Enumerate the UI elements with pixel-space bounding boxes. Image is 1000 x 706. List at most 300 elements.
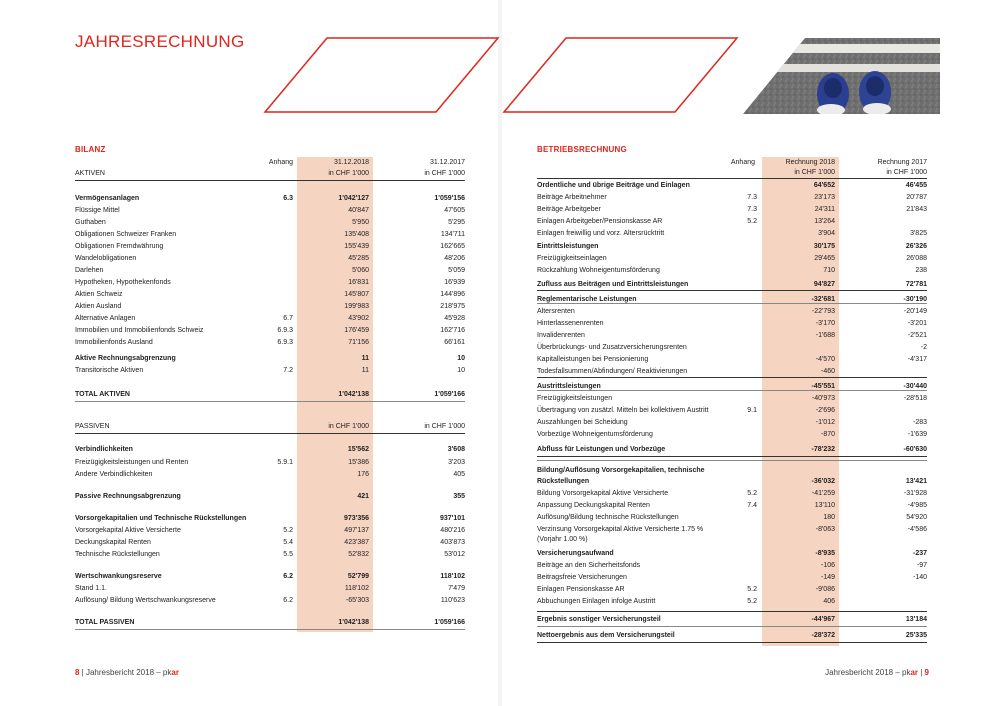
row-note: 6.2 <box>283 573 293 580</box>
row-value-2017: 46'455 <box>905 182 927 189</box>
table-row <box>75 217 490 229</box>
row-value-2017: 10 <box>457 355 465 362</box>
row-value-2018: -3'170 <box>815 320 835 327</box>
row-value-2017: -3'201 <box>907 320 927 327</box>
table-row <box>75 193 490 205</box>
row-value-2017: 13'421 <box>905 478 927 485</box>
separator-rule <box>537 377 927 378</box>
table-row <box>537 180 937 192</box>
row-label: Freizügigkeitsleistungen und Renten <box>75 459 189 466</box>
footer-right-brand: ar <box>910 668 919 677</box>
row-label: Aktive Rechnungsabgrenzung <box>75 355 176 362</box>
row-value-2018: 15'386 <box>348 459 369 466</box>
row-label: Nettoergebnis aus dem Versicherungsteil <box>537 632 675 639</box>
row-value-2017: 7'479 <box>448 585 465 592</box>
row-value-2017: 937'101 <box>439 515 465 522</box>
row-value-2018: 176'459 <box>344 327 369 334</box>
row-label: Aktien Ausland <box>75 303 122 310</box>
row-label: Rückstellungen <box>537 478 590 485</box>
table-row <box>537 584 937 596</box>
row-value-2018: 43'902 <box>348 315 369 322</box>
row-label: Beitragsfreie Versicherungen <box>537 574 627 581</box>
row-value-2018: -45'551 <box>811 383 835 390</box>
col-2017-header: 31.12.2017 <box>429 159 465 166</box>
aktiven-header-row <box>75 168 490 180</box>
table-row <box>537 614 937 626</box>
row-label: Abfluss für Leistungen und Vorbezüge <box>537 446 666 453</box>
row-value-2017: 20'787 <box>906 194 927 201</box>
row-value-2017: -2'521 <box>907 332 927 339</box>
row-label: Obligationen Fremdwährung <box>75 243 164 250</box>
table-row <box>75 325 490 337</box>
row-value-2018: -870 <box>820 431 835 438</box>
table-row <box>537 241 937 253</box>
table-row <box>537 253 937 265</box>
unit-2018: in CHF 1'000 <box>794 169 835 176</box>
row-label: Bildung Vorsorgekapital Aktive Versicherte <box>537 490 669 497</box>
row-value-2018: -22'793 <box>811 308 835 315</box>
page-number-left: 8 <box>75 668 80 677</box>
row-value-2018: -460 <box>820 368 835 375</box>
row-label: Hinterlassenenrenten <box>537 320 604 327</box>
row-value-2018: 94'827 <box>813 281 835 288</box>
table-row <box>75 277 490 289</box>
row-note: 6.9.3 <box>277 327 293 334</box>
row-note: 6.7 <box>283 315 293 322</box>
table-row <box>537 405 937 417</box>
row-value-2018: 423'387 <box>344 539 369 546</box>
total-aktiven-2018: 1'042'138 <box>338 391 369 398</box>
row-label: Passive Rechnungsabgrenzung <box>75 493 181 500</box>
row-value-2017: 355 <box>453 493 465 500</box>
table-row <box>537 417 937 429</box>
parallelogram-left <box>265 38 498 112</box>
table-row <box>75 353 490 365</box>
unit-2017: in CHF 1'000 <box>886 169 927 176</box>
row-note: 7.4 <box>747 502 757 509</box>
row-value-2017: -4'586 <box>907 526 927 533</box>
row-label: Deckungskapital Renten <box>75 539 151 546</box>
row-value-2018: 64'652 <box>813 182 835 189</box>
row-label: Immobilien und Immobilienfonds Schweiz <box>75 327 204 334</box>
table-row <box>75 337 490 349</box>
row-label: Technische Rückstellungen <box>75 551 160 558</box>
aktiven-label: AKTIVEN <box>75 170 105 177</box>
row-label: Einlagen Arbeitgeber/Pensionskasse AR <box>537 218 663 225</box>
table-row <box>537 444 937 456</box>
total-passiven-2017: 1'059'166 <box>434 619 465 626</box>
row-value-2018: -1'012 <box>815 419 835 426</box>
row-label: Bildung/Auflösung Vorsorgekapitalien, technische <box>537 467 705 474</box>
row-value-2018: -65'303 <box>345 597 369 604</box>
row-label: Vorsorgekapitalien und Technische Rückstellungen <box>75 515 247 522</box>
anhang-header: Anhang <box>730 159 755 166</box>
total-passiven-label: TOTAL PASSIVEN <box>75 619 135 626</box>
table-row <box>75 205 490 217</box>
row-value-2017: -28'518 <box>903 395 927 402</box>
row-value-2018: -9'086 <box>815 586 835 593</box>
table-row <box>537 560 937 572</box>
row-value-2017: 48'206 <box>444 255 465 262</box>
row-label: Zufluss aus Beiträgen und Eintrittsleistungen <box>537 281 689 288</box>
separator-rule <box>537 626 927 627</box>
row-label: Ergebnis sonstiger Versicherungsteil <box>537 616 661 623</box>
row-value-2017: 16'939 <box>444 279 465 286</box>
row-label: (Vorjahr 1.00 %) <box>537 536 588 543</box>
row-note: 5.4 <box>283 539 293 546</box>
row-note: 5.2 <box>283 527 293 534</box>
unit-2017-passiven: in CHF 1'000 <box>424 423 465 430</box>
row-label: Überbrückungs- und Zusatzversicherungsrenten <box>537 344 687 351</box>
row-label: Austrittsleistungen <box>537 383 601 390</box>
row-label: Guthaben <box>75 219 106 226</box>
passiven-header-row <box>75 421 490 433</box>
row-value-2018: -78'232 <box>811 446 835 453</box>
row-label: Auflösung/Bildung technische Rückstellungen <box>537 514 679 521</box>
row-label: Immobilienfonds Ausland <box>75 339 153 346</box>
table-row <box>75 595 490 607</box>
row-label: Hypotheken, Hypothekenfonds <box>75 279 171 286</box>
row-value-2018: -8'935 <box>815 550 835 557</box>
row-label: Abbuchungen Einlagen infolge Austritt <box>537 598 656 605</box>
row-label: Flüssige Mittel <box>75 207 120 214</box>
row-value-2018: -1'688 <box>815 332 835 339</box>
row-value-2017: -4'985 <box>907 502 927 509</box>
row-label: Kapitalleistungen bei Pensionierung <box>537 356 649 363</box>
row-value-2018: -40'973 <box>811 395 835 402</box>
row-label: Wandelobligationen <box>75 255 137 262</box>
row-value-2017: 26'326 <box>905 243 927 250</box>
table-row <box>537 318 937 330</box>
row-value-2017: 405 <box>453 471 465 478</box>
table-row <box>75 313 490 325</box>
row-label: Rückzahlung Wohneigentumsförderung <box>537 267 660 274</box>
row-value-2017: 162'716 <box>440 327 465 334</box>
row-value-2017: 134'711 <box>440 231 465 238</box>
row-label: Altersrenten <box>537 308 575 315</box>
row-label: Invalidenrenten <box>537 332 585 339</box>
row-value-2017: -97 <box>916 562 927 569</box>
separator-rule <box>537 290 927 291</box>
row-value-2017: -60'630 <box>903 446 927 453</box>
col-2018-header: 31.12.2018 <box>333 159 369 166</box>
row-value-2018: 135'408 <box>344 231 369 238</box>
row-label: Verbindlichkeiten <box>75 446 133 453</box>
row-value-2018: 3'904 <box>818 230 835 237</box>
row-value-2018: -36'032 <box>811 478 835 485</box>
row-value-2018: 52'799 <box>347 573 369 580</box>
row-value-2017: 21'843 <box>906 206 927 213</box>
footer-left <box>75 668 179 677</box>
row-label: Obligationen Schweizer Franken <box>75 231 177 238</box>
table-row <box>75 583 490 595</box>
row-label: Versicherungsaufwand <box>537 550 614 557</box>
separator-rule <box>537 611 927 612</box>
row-value-2018: 155'439 <box>344 243 369 250</box>
row-label: Beiträge an den Sicherheitsfonds <box>537 562 641 569</box>
separator-rule <box>537 642 927 643</box>
table-row <box>75 469 490 481</box>
row-value-2017: 110'623 <box>440 597 465 604</box>
footer-left-brand: ar <box>171 668 179 677</box>
row-note: 9.1 <box>747 407 757 414</box>
row-label: Freizügigkeitseinlagen <box>537 255 607 262</box>
table-row <box>537 216 937 228</box>
unit-2018-passiven: in CHF 1'000 <box>328 423 369 430</box>
betrieb-header-rule <box>537 178 927 179</box>
row-value-2017: 3'608 <box>447 446 465 453</box>
table-row <box>75 444 490 456</box>
row-value-2017: -283 <box>912 419 927 426</box>
row-value-2018: 71'156 <box>348 339 369 346</box>
row-note: 5.2 <box>747 490 757 497</box>
table-row <box>537 572 937 584</box>
row-value-2017: 72'781 <box>905 281 927 288</box>
row-value-2017: -1'639 <box>907 431 927 438</box>
row-value-2017: 1'059'156 <box>434 195 465 202</box>
row-value-2017: 13'184 <box>905 616 927 623</box>
row-value-2018: 5'060 <box>352 267 369 274</box>
table-row <box>537 354 937 366</box>
separator-rule <box>537 303 927 304</box>
table-row <box>75 513 490 525</box>
row-value-2017: 144'896 <box>440 291 465 298</box>
row-label: Aktien Schweiz <box>75 291 123 298</box>
table-row <box>75 253 490 265</box>
table-row <box>75 241 490 253</box>
row-value-2017: 47'605 <box>444 207 465 214</box>
table-row <box>537 488 937 500</box>
row-label: Einlagen freiwillig und vorz. Altersrücktritt <box>537 230 665 237</box>
table-row <box>75 571 490 583</box>
col-2018-header: Rechnung 2018 <box>785 159 835 166</box>
row-value-2018: 199'983 <box>344 303 369 310</box>
row-label: Andere Verbindlichkeiten <box>75 471 153 478</box>
row-note: 6.3 <box>283 195 293 202</box>
row-value-2018: 24'311 <box>814 206 835 213</box>
table-row <box>537 512 937 524</box>
row-value-2018: 1'042'127 <box>338 195 369 202</box>
row-label: Transitorische Aktiven <box>75 367 144 374</box>
separator-rule <box>537 456 927 457</box>
table-row <box>537 306 937 318</box>
table-row <box>537 330 937 342</box>
table-row <box>75 537 490 549</box>
row-value-2018: 406 <box>823 598 835 605</box>
row-note: 5.2 <box>747 598 757 605</box>
table-row <box>537 534 937 546</box>
row-value-2018: 118'102 <box>344 585 369 592</box>
row-value-2017: 54'920 <box>906 514 927 521</box>
row-value-2017: 26'088 <box>906 255 927 262</box>
parallelogram-right <box>504 38 737 112</box>
row-value-2017: -31'928 <box>903 490 927 497</box>
page-number-right: 9 <box>924 668 929 677</box>
bilanz-section <box>75 142 490 642</box>
row-value-2017: 10 <box>457 367 465 374</box>
row-value-2018: 176 <box>357 471 369 478</box>
row-value-2018: 52'832 <box>348 551 369 558</box>
table-row <box>537 294 937 306</box>
row-value-2017: 480'216 <box>440 527 465 534</box>
row-value-2018: -8'063 <box>815 526 835 533</box>
table-row <box>75 549 490 561</box>
aktiven-rule <box>75 180 465 181</box>
row-label: Freizügigkeitsleistungen <box>537 395 613 402</box>
total-aktiven-2017: 1'059'166 <box>434 391 465 398</box>
row-label: Stand 1.1. <box>75 585 107 592</box>
row-value-2017: 218'975 <box>440 303 465 310</box>
row-label: Eintrittsleistungen <box>537 243 599 250</box>
total-passiven-row <box>75 617 490 629</box>
row-value-2017: -30'190 <box>903 296 927 303</box>
table-row <box>537 204 937 216</box>
row-value-2018: 40'847 <box>348 207 369 214</box>
row-value-2018: 23'173 <box>814 194 835 201</box>
separator-rule <box>537 390 927 391</box>
bilanz-heading: BILANZ <box>75 145 106 154</box>
row-note: 5.5 <box>283 551 293 558</box>
row-value-2018: 180 <box>823 514 835 521</box>
row-value-2018: 5'950 <box>352 219 369 226</box>
cover-photo <box>743 38 940 114</box>
row-note: 7.3 <box>747 194 757 201</box>
row-value-2018: 145'807 <box>344 291 369 298</box>
table-row <box>537 393 937 405</box>
row-value-2017: -20'149 <box>903 308 927 315</box>
table-row <box>75 525 490 537</box>
row-value-2017: -30'440 <box>903 383 927 390</box>
row-value-2017: 5'059 <box>448 267 465 274</box>
table-row <box>537 630 937 642</box>
row-label: Alternative Anlagen <box>75 315 136 322</box>
row-label: Wertschwankungsreserve <box>75 573 162 580</box>
table-row <box>75 491 490 503</box>
shoes-on-road-image <box>743 38 940 114</box>
row-value-2018: 11 <box>361 355 369 362</box>
row-value-2017: 66'161 <box>444 339 465 346</box>
row-value-2018: -28'372 <box>811 632 835 639</box>
row-note: 7.3 <box>747 206 757 213</box>
betriebsrechnung-heading: BETRIEBSRECHNUNG <box>537 145 627 154</box>
row-value-2017: -4'317 <box>907 356 927 363</box>
row-note: 5.2 <box>747 586 757 593</box>
row-value-2017: -2 <box>920 344 927 351</box>
row-value-2018: 30'175 <box>813 243 835 250</box>
row-value-2018: 421 <box>357 493 369 500</box>
table-row <box>537 228 937 240</box>
row-value-2018: 15'562 <box>347 446 369 453</box>
row-value-2018: 11 <box>361 367 369 374</box>
row-label: Anpassung Deckungskapital Renten <box>537 502 650 509</box>
row-label: Übertragung von zusätzl. Mitteln bei kollektivem Austritt <box>537 407 709 414</box>
row-label: Todesfallsummen/Abfindungen/ Reaktivierungen <box>537 368 688 375</box>
footer-right: Jahresbericht 2018 – pkar | 9 <box>825 668 929 677</box>
row-value-2017: 5'295 <box>448 219 465 226</box>
row-label: Auszahlungen bei Scheidung <box>537 419 628 426</box>
row-value-2018: 13'110 <box>814 502 835 509</box>
row-label: Darlehen <box>75 267 104 274</box>
row-note: 7.2 <box>283 367 293 374</box>
row-note: 5.9.1 <box>277 459 293 466</box>
col-2017-header: Rechnung 2017 <box>877 159 927 166</box>
row-label: Vorsorgekapital Aktive Versicherte <box>75 527 181 534</box>
table-row <box>537 342 937 354</box>
row-label: Beiträge Arbeitnehmer <box>537 194 607 201</box>
row-value-2018: -106 <box>820 562 835 569</box>
row-value-2017: -237 <box>912 550 927 557</box>
row-value-2018: -4'570 <box>815 356 835 363</box>
row-value-2018: -2'696 <box>815 407 835 414</box>
table-row <box>75 265 490 277</box>
table-row <box>537 476 937 488</box>
table-row <box>75 229 490 241</box>
row-note: 6.2 <box>283 597 293 604</box>
table-row <box>537 500 937 512</box>
row-value-2018: -149 <box>820 574 835 581</box>
row-value-2017: -140 <box>912 574 927 581</box>
row-value-2017: 45'928 <box>444 315 465 322</box>
total-passiven-2018: 1'042'138 <box>338 619 369 626</box>
table-row <box>537 548 937 560</box>
row-value-2018: 29'465 <box>814 255 835 262</box>
table-row <box>537 429 937 441</box>
row-value-2017: 3'203 <box>448 459 465 466</box>
row-value-2017: 3'825 <box>910 230 927 237</box>
table-row <box>537 265 937 277</box>
betriebsrechnung-section <box>537 142 937 652</box>
row-label: Reglementarische Leistungen <box>537 296 637 303</box>
total-passiven-rule <box>75 629 465 630</box>
row-value-2017: 25'335 <box>905 632 927 639</box>
unit-2017: in CHF 1'000 <box>424 170 465 177</box>
row-value-2018: 45'285 <box>348 255 369 262</box>
separator-rule <box>537 460 927 461</box>
row-value-2018: 13'264 <box>814 218 835 225</box>
row-value-2018: -32'681 <box>811 296 835 303</box>
row-value-2018: 497'137 <box>344 527 369 534</box>
table-row <box>537 381 937 393</box>
row-note: 5.2 <box>747 218 757 225</box>
table-row <box>75 289 490 301</box>
row-value-2018: -44'967 <box>811 616 835 623</box>
row-value-2018: 973'356 <box>343 515 369 522</box>
footer-left-text: | Jahresbericht 2018 – pk <box>79 668 172 677</box>
passiven-rule <box>75 433 465 434</box>
row-value-2017: 53'012 <box>444 551 465 558</box>
row-value-2017: 162'665 <box>440 243 465 250</box>
row-label: Ordentliche und übrige Beiträge und Einlagen <box>537 182 690 189</box>
row-value-2018: -41'259 <box>811 490 835 497</box>
row-value-2018: 710 <box>823 267 835 274</box>
table-row <box>75 365 490 377</box>
row-label: Auflösung/ Bildung Wertschwankungsreserve <box>75 597 216 604</box>
row-label: Beiträge Arbeitgeber <box>537 206 601 213</box>
table-row <box>537 596 937 608</box>
table-row <box>537 192 937 204</box>
anhang-header: Anhang <box>268 159 293 166</box>
row-label: Einlagen Pensionskasse AR <box>537 586 625 593</box>
total-aktiven-label: TOTAL AKTIVEN <box>75 391 130 398</box>
table-row <box>75 457 490 469</box>
row-label: Vorbezüge Wohneigentumsförderung <box>537 431 653 438</box>
total-aktiven-row <box>75 389 490 401</box>
table-row <box>75 301 490 313</box>
passiven-label: PASSIVEN <box>75 423 110 430</box>
row-value-2018: 16'831 <box>348 279 369 286</box>
unit-2018: in CHF 1'000 <box>328 170 369 177</box>
row-value-2017: 118'102 <box>440 573 465 580</box>
